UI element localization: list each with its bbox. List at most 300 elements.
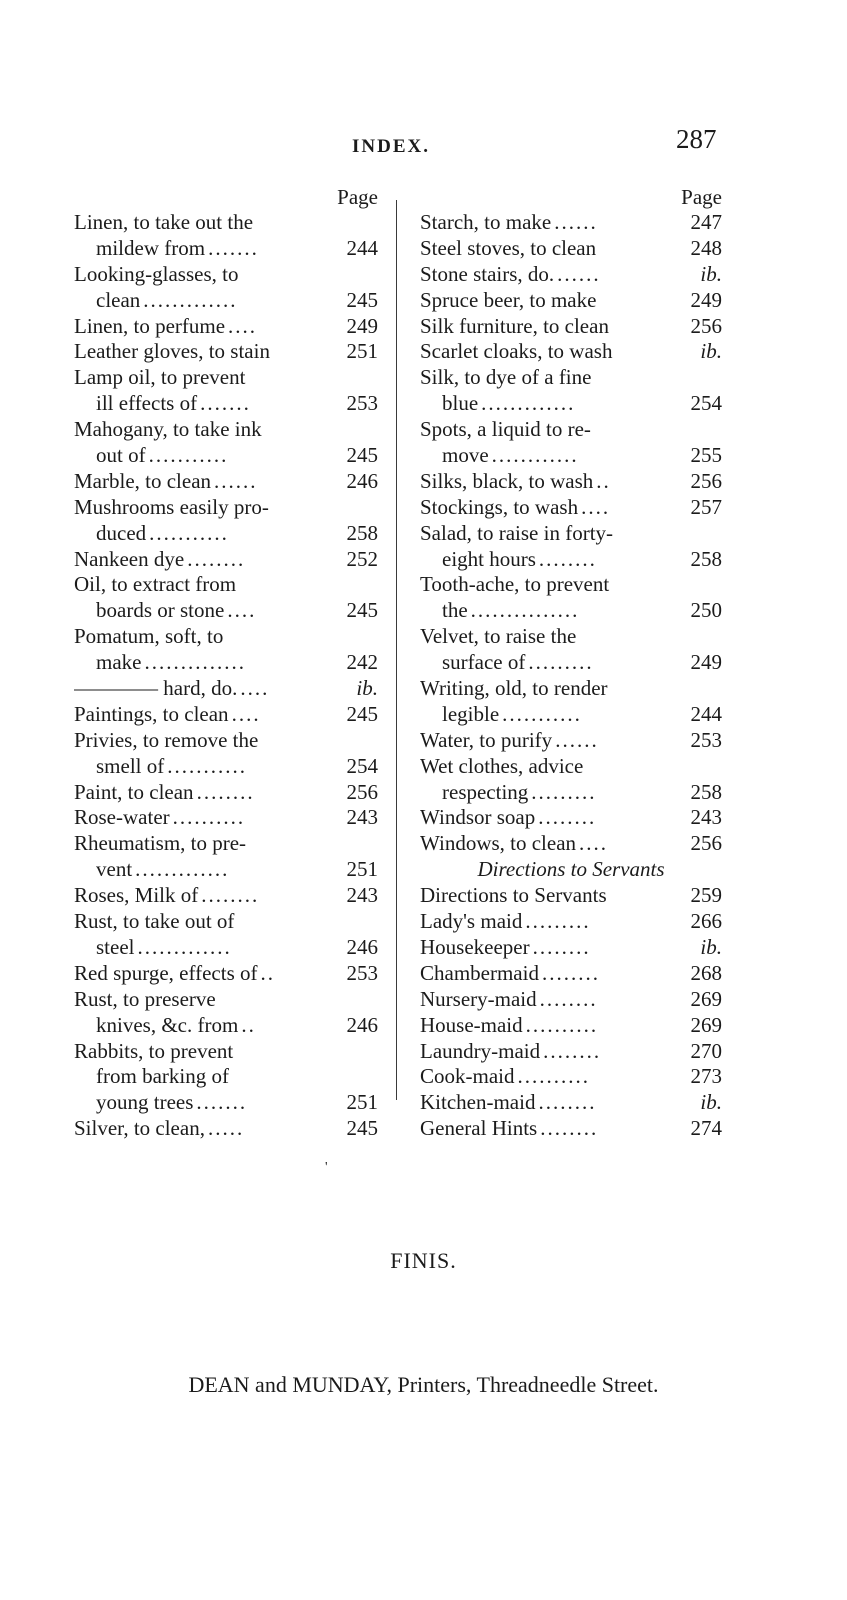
index-entry-line <box>420 314 722 340</box>
index-entry-line <box>74 831 378 857</box>
index-entry <box>74 210 378 262</box>
dot-leader: .......... <box>517 1064 590 1089</box>
index-entry <box>74 469 378 495</box>
index-entry <box>74 728 378 780</box>
entry-text: Silk, to dye of a fine <box>420 365 592 390</box>
entry-text: Linen, to take out the <box>74 210 254 234</box>
page-reference: 242 <box>346 650 378 675</box>
index-entry <box>420 857 722 883</box>
index-entry-line <box>420 1090 722 1116</box>
dot-leader: ......... <box>528 650 594 675</box>
page-reference: 253 <box>346 391 378 416</box>
page-reference: ib. <box>700 1090 722 1115</box>
dot-leader: .... <box>579 831 609 856</box>
index-entry <box>420 469 722 495</box>
page-reference: 254 <box>690 391 722 416</box>
index-entry-line <box>420 1039 722 1065</box>
index-entry-line <box>420 1064 722 1090</box>
index-entry-line <box>74 262 378 288</box>
index-entry <box>420 365 722 417</box>
index-entry-line <box>420 1116 722 1142</box>
entry-text: Paint, to clean <box>74 779 194 804</box>
index-entry-line <box>420 935 722 961</box>
page-reference: 243 <box>346 883 378 908</box>
page-reference: 256 <box>690 831 722 856</box>
dot-leader: ............. <box>137 934 232 959</box>
dot-leader: .......... <box>172 805 246 830</box>
dot-leader: .. <box>596 468 611 493</box>
entry-text: Housekeeper <box>420 934 530 959</box>
page-reference: ib. <box>700 261 722 286</box>
index-entry-line <box>74 987 378 1013</box>
index-entry <box>420 1116 722 1142</box>
page-reference: 245 <box>346 287 378 312</box>
page-reference: 244 <box>690 701 722 726</box>
index-entry <box>74 987 378 1039</box>
index-entry-line <box>420 443 722 469</box>
dot-leader: ......... <box>531 779 597 804</box>
stray-mark: ' <box>325 1160 328 1175</box>
page-column-label: Page <box>337 185 378 209</box>
index-entry-line <box>74 339 378 365</box>
dot-leader: ........ <box>539 986 598 1011</box>
dot-leader: .. <box>241 1012 256 1037</box>
entry-text: out of <box>96 443 146 468</box>
entry-text: Salad, to raise in forty- <box>420 520 614 545</box>
entry-text: clean <box>96 287 141 312</box>
entry-text: ———— hard, do. <box>74 676 238 701</box>
index-entry-line <box>420 365 722 391</box>
index-entry <box>74 780 378 806</box>
dot-leader: ........ <box>201 883 260 908</box>
page-reference: 245 <box>346 1116 378 1141</box>
section-heading <box>420 857 722 883</box>
entry-text: Rust, to preserve <box>74 986 216 1011</box>
entry-text: Directions to Servants <box>420 883 607 908</box>
index-entry <box>74 831 378 883</box>
index-entry <box>420 805 722 831</box>
index-entry-line <box>420 728 722 754</box>
index-entry-line <box>74 365 378 391</box>
page-reference: ib. <box>700 934 722 959</box>
index-entries-left <box>74 210 378 1142</box>
index-entries-right <box>420 210 722 1142</box>
entry-text: Red spurge, effects of <box>74 960 258 985</box>
page-reference: 274 <box>690 1116 722 1141</box>
index-entry-line <box>74 521 378 547</box>
page-reference: 253 <box>690 727 722 752</box>
index-entry <box>420 288 722 314</box>
dot-leader: ............... <box>470 598 580 623</box>
index-entry-line <box>420 572 722 598</box>
index-entry <box>420 314 722 340</box>
index-entry-line <box>420 495 722 521</box>
entry-text: Rust, to take out of <box>74 909 235 934</box>
dot-leader: ............ <box>491 443 579 468</box>
page-reference: 248 <box>690 235 722 260</box>
page-reference: 258 <box>346 520 378 545</box>
entry-text: Kitchen-maid <box>420 1090 536 1115</box>
index-entry-line <box>420 780 722 806</box>
entry-text: smell of <box>96 753 165 778</box>
index-entry <box>74 909 378 961</box>
page-reference: 270 <box>690 1038 722 1063</box>
index-entry-line <box>74 883 378 909</box>
index-entry <box>420 935 722 961</box>
index-entry-line <box>74 598 378 624</box>
entry-text: the <box>442 598 468 623</box>
page-reference: 245 <box>346 701 378 726</box>
index-entry-line <box>420 469 722 495</box>
dot-leader: ........ <box>540 1116 599 1141</box>
entry-text: knives, &c. from <box>96 1012 239 1037</box>
entry-text: Looking-glasses, to <box>74 261 239 286</box>
entry-text: move <box>442 443 489 468</box>
index-entry-line <box>74 909 378 935</box>
index-entry <box>74 314 378 340</box>
entry-text: Directions to Servants <box>477 857 665 882</box>
index-entry-line <box>74 935 378 961</box>
dot-leader: ........... <box>148 443 229 468</box>
dot-leader: ............. <box>143 287 238 312</box>
index-entry-line <box>420 1013 722 1039</box>
index-entry-line <box>74 624 378 650</box>
index-entry <box>420 1013 722 1039</box>
index-entry-line <box>74 314 378 340</box>
index-entry-line <box>420 805 722 831</box>
entry-text: Privies, to remove the <box>74 727 259 752</box>
entry-text: Wet clothes, advice <box>420 753 584 778</box>
entry-text: General Hints <box>420 1116 538 1141</box>
index-entry <box>420 236 722 262</box>
index-entry-line <box>74 1039 378 1065</box>
page-reference: 251 <box>346 1090 378 1115</box>
entry-text: House-maid <box>420 1012 523 1037</box>
index-entry <box>420 495 722 521</box>
index-entry-line <box>420 831 722 857</box>
index-entry <box>74 339 378 365</box>
entry-text: Leather gloves, to stain <box>74 339 270 364</box>
index-entry <box>74 1116 378 1142</box>
dot-leader: ........... <box>502 701 582 726</box>
dot-leader: ....... <box>208 235 259 260</box>
index-entry <box>420 262 722 288</box>
index-entry-line <box>74 210 378 236</box>
index-entry-line <box>74 961 378 987</box>
dot-leader: ............. <box>135 857 230 882</box>
page-reference: 273 <box>690 1064 722 1089</box>
dot-leader: ........ <box>532 934 591 959</box>
page-reference: 254 <box>346 753 378 778</box>
entry-text: Lamp oil, to prevent <box>74 365 246 390</box>
entry-text: Cook-maid <box>420 1064 515 1089</box>
page-reference: 249 <box>690 650 722 675</box>
index-entry <box>420 624 722 676</box>
entry-text: Marble, to clean <box>74 468 212 493</box>
dot-leader: ........ <box>187 546 246 571</box>
entry-text: Rheumatism, to pre- <box>74 831 247 856</box>
page-reference: 251 <box>346 857 378 882</box>
dot-leader: ...... <box>557 261 601 286</box>
index-entry <box>420 1039 722 1065</box>
index-entry-line <box>420 547 722 573</box>
index-entry-line <box>420 676 722 702</box>
index-entry <box>74 547 378 573</box>
entry-text: Rose-water <box>74 805 170 830</box>
entry-text: Mahogany, to take ink <box>74 417 262 442</box>
index-entry-line <box>74 702 378 728</box>
entry-text: Laundry-maid <box>420 1038 541 1063</box>
index-entry-line <box>420 624 722 650</box>
page-reference: 247 <box>690 210 722 234</box>
index-entry <box>74 365 378 417</box>
index-entry-line <box>420 521 722 547</box>
entry-text: from barking of <box>96 1064 229 1089</box>
index-entry-line <box>420 598 722 624</box>
entry-text: Water, to purify <box>420 727 553 752</box>
index-entry-line <box>74 1064 378 1090</box>
dot-leader: ...... <box>214 468 258 493</box>
index-entry-line <box>420 417 722 443</box>
entry-text: Scarlet cloaks, to wash <box>420 339 613 364</box>
entry-text: Rabbits, to prevent <box>74 1038 234 1063</box>
page-reference: 244 <box>346 235 378 260</box>
dot-leader: ...... <box>555 727 599 752</box>
page-reference: 245 <box>346 598 378 623</box>
dot-leader: ........... <box>167 753 247 778</box>
page-reference: 250 <box>690 598 722 623</box>
index-entry <box>420 961 722 987</box>
index-entry-line <box>74 236 378 262</box>
entry-text: young trees <box>96 1090 194 1115</box>
dot-leader: ..... <box>207 1116 245 1141</box>
index-entry-line <box>74 1116 378 1142</box>
index-entry <box>74 961 378 987</box>
page-reference: 251 <box>346 339 378 364</box>
entry-text: respecting <box>442 779 529 804</box>
entry-text: Writing, old, to render <box>420 676 608 701</box>
page-reference: 258 <box>690 546 722 571</box>
index-entry <box>420 987 722 1013</box>
index-column-left <box>74 184 378 1142</box>
entry-text: Silver, to clean, <box>74 1116 205 1141</box>
index-entry <box>420 728 722 754</box>
entry-text: Windsor soap <box>420 805 536 830</box>
index-entry-line <box>420 262 722 288</box>
index-entry-line <box>420 391 722 417</box>
dot-leader: ........ <box>196 779 255 804</box>
entry-text: Mushrooms easily pro- <box>74 494 269 519</box>
index-entry <box>420 831 722 857</box>
entry-text: Velvet, to raise the <box>420 624 577 649</box>
entry-text: Stockings, to wash <box>420 494 579 519</box>
entry-text: surface of <box>442 650 526 675</box>
dot-leader: ...... <box>554 210 598 234</box>
page-reference: ib. <box>356 676 378 701</box>
page-reference: 269 <box>690 986 722 1011</box>
page-reference: 258 <box>690 779 722 804</box>
index-entry-line <box>74 572 378 598</box>
index-entry <box>420 417 722 469</box>
index-entry <box>74 495 378 547</box>
finis-text: FINIS. <box>390 1248 457 1273</box>
index-entry <box>74 676 378 702</box>
page-reference: 269 <box>690 1012 722 1037</box>
entry-text: Oil, to extract from <box>74 572 237 597</box>
entry-text: Pomatum, soft, to <box>74 624 224 649</box>
page-number: 287 <box>676 124 717 154</box>
entry-text: Lady's maid <box>420 909 523 934</box>
entry-text: Chambermaid <box>420 960 539 985</box>
index-entry <box>74 417 378 469</box>
dot-leader: ........ <box>538 1090 597 1115</box>
page-reference: 246 <box>346 468 378 493</box>
index-entry-line <box>420 650 722 676</box>
index-entry <box>74 702 378 728</box>
dot-leader: ........ <box>538 805 597 830</box>
dot-leader: ........... <box>149 520 229 545</box>
index-entry-line <box>74 443 378 469</box>
dot-leader: ......... <box>525 909 591 934</box>
index-entry-line <box>74 728 378 754</box>
index-entry-line <box>74 1013 378 1039</box>
dot-leader: .. <box>260 960 276 985</box>
index-entry-line <box>420 961 722 987</box>
index-entry-line <box>74 547 378 573</box>
index-entry-line <box>74 857 378 883</box>
index-entry <box>420 1064 722 1090</box>
dot-leader: .... <box>231 701 261 726</box>
index-entry-line <box>420 288 722 314</box>
page-reference: 246 <box>346 934 378 959</box>
entry-text: Linen, to perfume <box>74 313 226 338</box>
index-entry-line <box>420 339 722 365</box>
column-divider <box>396 200 397 1100</box>
entry-text: ill effects of <box>96 391 198 416</box>
entry-text: eight hours <box>442 546 536 571</box>
entry-text: steel <box>96 934 135 959</box>
entry-text: mildew from <box>96 235 206 260</box>
page-reference: 243 <box>690 805 722 830</box>
page-reference: 256 <box>346 779 378 804</box>
entry-text: boards or stone <box>96 598 225 623</box>
page-header <box>0 124 847 164</box>
entry-text: Starch, to make <box>420 210 552 234</box>
page-reference: 252 <box>346 546 378 571</box>
entry-text: Spots, a liquid to re- <box>420 417 591 442</box>
page-reference: 257 <box>690 494 722 519</box>
printer-imprint: DEAN and MUNDAY, Printers, Threadneedle Street. <box>188 1372 659 1397</box>
index-entry <box>420 754 722 806</box>
dot-leader: .... <box>581 494 611 519</box>
index-entry-line <box>420 909 722 935</box>
index-entry <box>74 883 378 909</box>
dot-leader: ........ <box>543 1038 602 1063</box>
entry-text: Steel stoves, to clean <box>420 235 597 260</box>
index-entry-line <box>420 987 722 1013</box>
dot-leader: ........ <box>541 960 600 985</box>
index-entry <box>74 805 378 831</box>
index-entry-line <box>74 469 378 495</box>
page-reference: 256 <box>690 313 722 338</box>
entry-text: Nursery-maid <box>420 986 537 1011</box>
entry-text: make <box>96 650 142 675</box>
index-entry <box>420 572 722 624</box>
dot-leader: .............. <box>144 650 246 675</box>
page-reference: 249 <box>690 287 722 312</box>
page-title: INDEX. <box>352 136 430 157</box>
page-reference: 245 <box>346 443 378 468</box>
index-entry-line <box>74 391 378 417</box>
page-reference: 256 <box>690 468 722 493</box>
dot-leader: .... <box>240 676 270 701</box>
index-entry-line <box>74 1090 378 1116</box>
index-entry-line <box>74 780 378 806</box>
index-entry <box>420 339 722 365</box>
index-entry-line <box>74 805 378 831</box>
index-entry-line <box>74 417 378 443</box>
entry-text: Spruce beer, to make <box>420 287 597 312</box>
dot-leader: .... <box>228 313 258 338</box>
index-entry-line <box>420 883 722 909</box>
page-column-label: Page <box>681 185 722 209</box>
index-entry <box>420 210 722 236</box>
index-entry <box>420 883 722 909</box>
index-entry <box>74 1039 378 1117</box>
entry-text: duced <box>96 520 147 545</box>
entry-text: Windows, to clean <box>420 831 577 856</box>
dot-leader: ........ <box>538 546 597 571</box>
index-entry <box>420 521 722 573</box>
page-reference: 259 <box>690 883 722 908</box>
entry-text: Stone stairs, do. <box>420 261 555 286</box>
dot-leader: ....... <box>200 391 251 416</box>
page-reference: 266 <box>690 909 722 934</box>
page-reference: 249 <box>346 313 378 338</box>
page-reference: 268 <box>690 960 722 985</box>
page-reference: 243 <box>346 805 378 830</box>
index-entry-line <box>420 210 722 236</box>
dot-leader: .... <box>227 598 257 623</box>
entry-text: Roses, Milk of <box>74 883 199 908</box>
index-entry <box>74 262 378 314</box>
index-entry-line <box>74 676 378 702</box>
entry-text: Silks, black, to wash <box>420 468 594 493</box>
index-entry <box>74 572 378 624</box>
index-entry-line <box>420 702 722 728</box>
dot-leader: ............. <box>481 391 576 416</box>
entry-text: Paintings, to clean <box>74 701 229 726</box>
index-entry <box>420 909 722 935</box>
entry-text: Nankeen dye <box>74 546 185 571</box>
entry-text: blue <box>442 391 479 416</box>
page-reference: 246 <box>346 1012 378 1037</box>
dot-leader: .......... <box>525 1012 599 1037</box>
page-reference: 255 <box>690 443 722 468</box>
dot-leader: ....... <box>196 1090 248 1115</box>
page-reference: ib. <box>700 339 722 364</box>
index-entry-line <box>74 754 378 780</box>
index-entry-line <box>74 288 378 314</box>
entry-text: Tooth-ache, to prevent <box>420 572 610 597</box>
index-entry <box>74 624 378 676</box>
index-entry-line <box>420 236 722 262</box>
page-reference: 253 <box>346 960 378 985</box>
entry-text: Silk furniture, to clean <box>420 313 609 338</box>
entry-text: legible <box>442 701 500 726</box>
index-entry-line <box>74 650 378 676</box>
entry-text: vent <box>96 857 133 882</box>
